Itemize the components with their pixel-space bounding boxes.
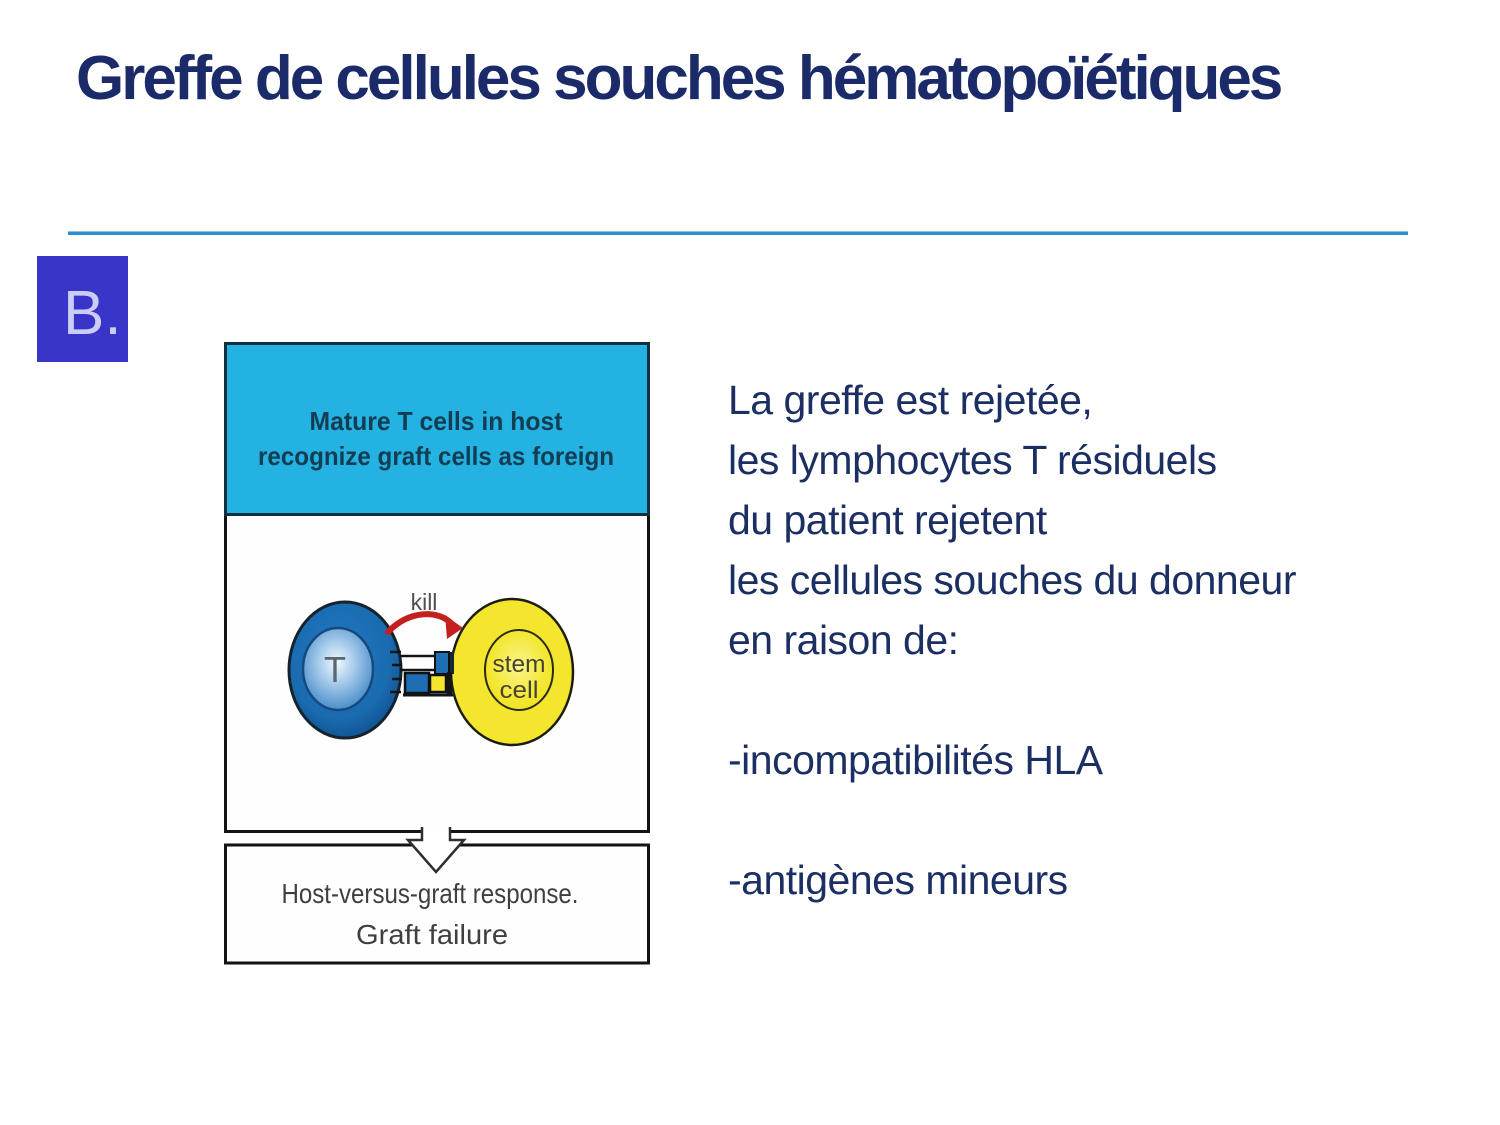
body-line: en raison de: bbox=[728, 616, 959, 663]
body-line: -incompatibilités HLA bbox=[728, 736, 1103, 783]
outcome-line1: Host-versus-graft response. bbox=[281, 878, 579, 909]
body-line-spacer bbox=[728, 670, 1428, 730]
body-line: -antigènes mineurs bbox=[728, 856, 1068, 903]
body-line-spacer bbox=[728, 790, 1428, 850]
page-title: Greffe de cellules souches hématopoïétiques bbox=[76, 44, 1281, 113]
t-cell-label: T bbox=[324, 649, 346, 690]
title-divider bbox=[68, 231, 1408, 235]
host-versus-graft-diagram bbox=[224, 342, 650, 967]
t-cell bbox=[289, 602, 401, 738]
section-badge bbox=[37, 256, 128, 362]
receptor-bottom bbox=[403, 672, 453, 696]
body-line: La greffe est rejetée, bbox=[728, 376, 1093, 423]
kill-label: kill bbox=[410, 589, 438, 615]
stem-cell-label-line2: cell bbox=[499, 677, 539, 704]
section-badge-label: B. bbox=[63, 279, 122, 348]
stem-cell-label-line1: stem bbox=[492, 651, 546, 678]
body-line: du patient rejetent bbox=[728, 496, 1047, 543]
body-line: les lymphocytes T résiduels bbox=[728, 436, 1217, 483]
diagram-canvas bbox=[224, 342, 650, 967]
outcome-line2: Graft failure bbox=[356, 919, 508, 950]
diagram-header-line2: recognize graft cells as foreign bbox=[258, 441, 614, 471]
body-text bbox=[728, 370, 1428, 910]
body-line: les cellules souches du donneur bbox=[728, 556, 1296, 603]
diagram-header-line1: Mature T cells in host bbox=[309, 406, 563, 436]
stem-cell bbox=[451, 599, 573, 745]
